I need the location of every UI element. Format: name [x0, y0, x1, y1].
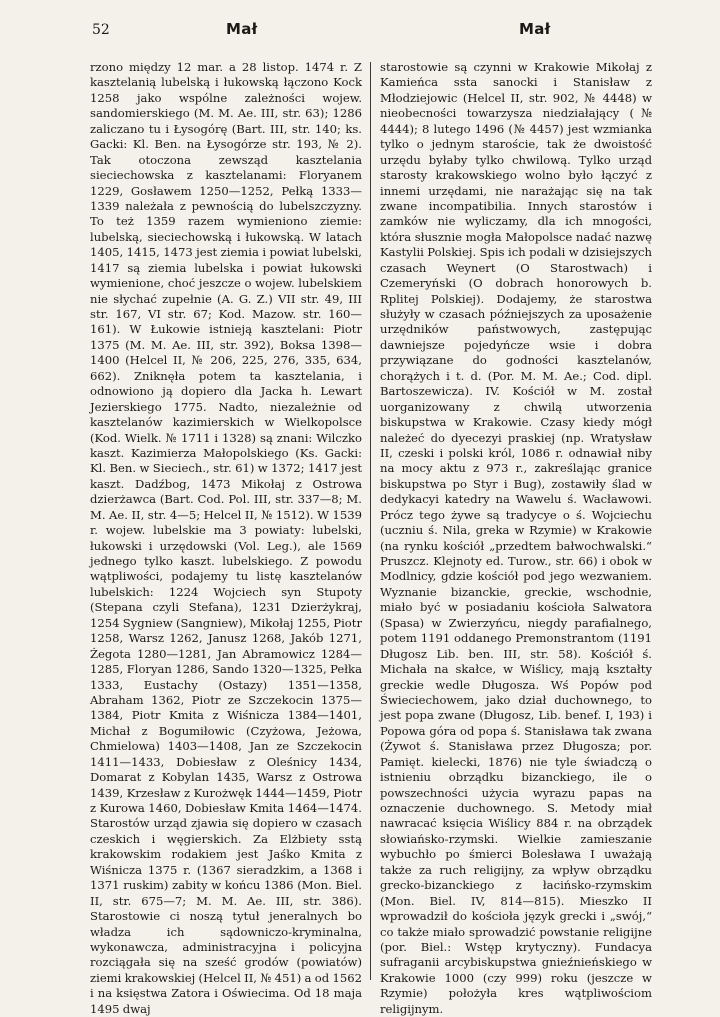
- running-head-left: Mał: [226, 20, 258, 38]
- column-divider: [370, 62, 371, 980]
- column-right: [380, 60, 652, 1016]
- column-left-text: rzono między 12 mar. a 28 listop. 1474 r. Z kasztelanią lubelską i łukowską łączono Kock 1258 jako wspólne zależności wojew. sandomierskiego (M. M. Ae. III, str. 63); 1286 zaliczano tu i Łysogórę (Bart. III, str. 140; ks. Gacki: Kl. Ben. na Łysogórze str. 193, № 2). Tak otoczona zewsząd kasztelania sieciechowska z kasztelanami: Floryanem 1229, Gosławem 1250—1252, Pełką 1333—1339 należała z pewnością do lubelszczyzny. To też 1359 razem wymieniono ziemie: lubelską, sieciechowską i łukowską. W latach 1405, 1415, 1473 jest ziemia i powiat lubelski, 1417 są ziemia lubelska i powiat łukowski wymienione, choć jeszcze o wojew. lubelskiem nie słychać zupełnie (A. G. Z.) VII str. 49, III str. 167, VI str. 67; Kod. Mazow. str. 160—161). W Łukowie istnieją kasztelani: Piotr 1375 (M. M. Ae. III, str. 392), Boksa 1398—1400 (Helcel II, № 206, 225, 276, 335, 634, 662). Zniknęła potem ta kasztelania, i odnowiono ją dopiero dla Jacka h. Lewart Jezierskiego 1775. Nadto, niezależnie od kasztelanów kazimierskich w Wielkopolsce (Kod. Wielk. № 1711 i 1328) są znani: Wilczko kaszt. Kazimierza Małopolskiego (Ks. Gacki: Kl. Ben. w Sieciech., str. 61) w 1372; 1417 jest kaszt. Dadźbog, 1473 Mikołaj z Ostrowa dzierżawca (Bart. Cod. Pol. III, str. 337—8; M. M. Ae. II, str. 4—5; Helcel II, № 1512). W 1539 r. wojew. lubelskie ma 3 powiaty: lubelski, łukowski i urzędowski (Vol. Leg.), ale 1569 jednego tylko kaszt. lubelskiego. Z powodu wątpliwości, podajemy tu listę kasztelanów lubelskich: 1224 Wojciech syn Stupoty (Stepana czyli Stefana), 1231 Dzierżykraj, 1254 Sygniew (Sangniew), Mikołaj 1255, Piotr 1258, Warsz 1262, Janusz 1268, Jakób 1271, Żegota 1280—1281, Jan Abramowicz 1284—1285, Floryan 1286, Sando 1320—1325, Pełka 1333, Eustachy (Ostazy) 1351—1358, Abraham 1362, Piotr ze Szczekocin 1375—1384, Piotr Kmita z Wiśnicza 1384—1401, Michał z Bogumiłowic (Czyżowa, Jeżowa, Chmielowa) 1403—1408, Jan ze Szczekocin 1411—1433, Dobiesław z Oleśnicy 1434, Domarat z Kobylan 1435, Warsz z Ostrowa 1439, Krzesław z Kurożwęk 1444—1459, Piotr z Kurowa 1460, Dobiesław Kmita 1464—1474. Starostów urząd zjawia się dopiero w czasach czeskich i węgierskich. Za Elżbiety sstą krakowskim rodakiem jest Jaśko Kmita z Wiśnicza 1375 r. (1367 sieradzkim, a 1368 i 1371 ruskim) zabity w końcu 1386 (Mon. Biel. II, str. 675—7; M. M. Ae. III, str. 386). Starostowie ci noszą tytuł jeneralnych bo władza ich sądowniczo-kryminalna, wykonawcza, administracyjna i policyjna rozciągała się na sześć grodów (powiatów) ziemi krakowskiej (Helcel II, № 451) a od 1562 i na księstwa Zatora i Oświecima. Od 18 maja 1495 dwaj: [90, 60, 362, 1016]
- column-left: [90, 60, 362, 1016]
- running-head-right: Mał: [519, 20, 551, 38]
- page-header: [88, 18, 662, 44]
- column-right-text: starostowie są czynni w Krakowie Mikołaj z Kamieńca ssta sanocki i Stanisław z Młodziejowic (Helcel II, str. 902, № 4448) w nieobecności towarzysza niedziałający (№ 4444); 8 lutego 1496 (№ 4457) jest wzmianka tylko o jednym staroście, tak że dwoistość urzędu byłaby tylko chwilową. Tylko urząd starosty krakowskiego wolno było łączyć z innemi urzędami, nie narażając się na tak zwane incompatibilia. Innych starostów i zamków nie wyliczamy, dla ich mnogości, która słusznie mogła Małopolsce nadać nazwę Kastylii Polskiej. Spis ich podali w dzisiejszych czasach Weynert (O Starostwach) i Czemeryński (O dobrach honorowych b. Rplitej Polskiej). Dodajemy, że starostwa służyły w czasach późniejszych za uposażenie urzędników państwowych, zastępując dawniejsze pojedyńcze wsie i dobra przywiązane do godności kasztelanów, chorążych i t. d. (Por. M. M. Ae.; Cod. dipl. Bartoszewicza). IV. Kościół w M. został uorganizowany z chwilą utworzenia biskupstwa w Krakowie. Czasy kiedy mógł należeć do dyecezyi praskiej (np. Wratysław II, czeski i polski król, 1086 r. odnawiał niby na mocy aktu z 973 r., zakreślając granice biskupstwa po Styr i Bug), zostawiły ślad w dedykacyi katedry na Wawelu ś. Wacławowi. Prócz tego żywe są tradycye o ś. Wojciechu (uczniu ś. Nila, greka w Rzymie) w Krakowie (na rynku kościół „przedtem bałwochwalski.“ Pruszcz. Klejnoty ed. Turow., str. 66) i obok w Modlnicy, gdzie kościół pod jego wezwaniem. Wyznanie bizanckie, greckie, wschodnie, miało być w posiadaniu kościoła Salwatora (Spasa) w Zwierzyńcu, niegdy parafialnego, potem 1191 oddanego Premonstrantom (1191 Długosz Lib. ben. III, str. 58). Kościół ś. Michała na skałce, w Wiślicy, mają kształty greckie wedle Długosza. Wś Popów pod Świeciechowem, jako dział duchownego, to jest popa zwane (Długosz, Lib. benef. I, 193) i Popowa góra od popa ś. Stanisława tak zwana (Żywot ś. Stanisława przez Długosza; por. Pamięt. kielecki, 1876) nie tyle świadczą o istnieniu obrządku bizanckiego, ile o powszechności użycia wyrazu papas na oznaczenie duchownego. S. Metody miał nawracać księcia Wiślicy 884 r. na obrządek słowiańsko-rzymski. Wielkie zamieszanie wybuchło po śmierci Bolesława I uważają także za ruch religijny, za wpływ obrządku grecko-bizanckiego z łacińsko-rzymskim (Mon. Biel. IV, 814—815). Mieszko II wprowadził do kościoła język grecki i „swój,“ co także miało sprowadzić powstanie religijne (por. Biel.: Wstęp krytyczny). Fundacya sufraganii arcybiskupstwa gnieźnieńskiego w Krakowie 1000 (czy 999) roku (jeszcze w Rzymie) położyła kres wątpliwościom religijnym.: [380, 60, 652, 1016]
- text-columns: [90, 60, 658, 1016]
- page-number: 52: [92, 22, 110, 38]
